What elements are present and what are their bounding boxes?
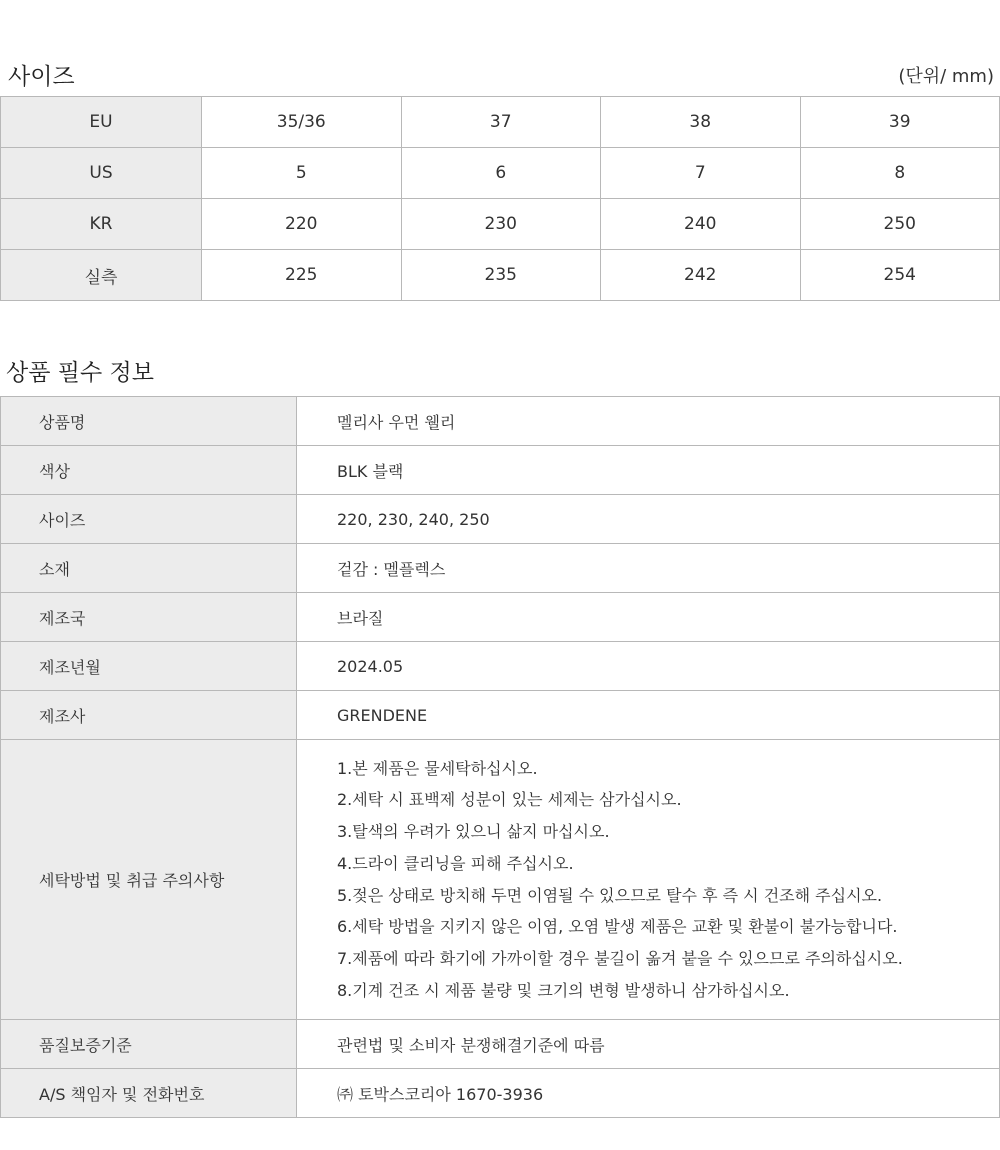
care-item: 3.탈색의 우려가 있으니 삶지 마십시오. (337, 822, 610, 842)
care-item: 1.본 제품은 물세탁하십시오. (337, 758, 538, 778)
size-cell: 230 (401, 199, 601, 250)
size-cell: 37 (401, 97, 601, 148)
size-cell: 35/36 (202, 97, 402, 148)
info-label: 상품명 (1, 397, 297, 446)
info-label: 제조사 (1, 691, 297, 740)
info-label: 제조년월 (1, 642, 297, 691)
size-row-us (1, 148, 1000, 199)
info-value: 관련법 및 소비자 분쟁해결기준에 따름 (297, 1020, 1000, 1069)
size-cell: 240 (601, 199, 801, 250)
size-row-label: KR (1, 199, 202, 250)
care-label: 세탁방법 및 취급 주의사항 (1, 740, 297, 1020)
info-value: BLK 블랙 (297, 446, 1000, 495)
size-cell: 7 (601, 148, 801, 199)
info-label: 사이즈 (1, 495, 297, 544)
size-row-label: US (1, 148, 202, 199)
size-cell: 6 (401, 148, 601, 199)
care-list (337, 753, 999, 1007)
product-info-table (0, 396, 1000, 1118)
care-item: 6.세탁 방법을 지키지 않은 이염, 오염 발생 제품은 교환 및 환불이 불가능합니다. (337, 917, 898, 937)
size-row-label: 실측 (1, 250, 202, 301)
info-value: 겉감 : 멜플렉스 (297, 544, 1000, 593)
size-row-kr (1, 199, 1000, 250)
size-cell: 242 (601, 250, 801, 301)
care-item: 2.세탁 시 표백제 성분이 있는 세제는 삼가십시오. (337, 790, 682, 810)
size-cell: 254 (800, 250, 1000, 301)
info-label: A/S 책임자 및 전화번호 (1, 1069, 297, 1118)
size-row-eu (1, 97, 1000, 148)
size-cell: 39 (800, 97, 1000, 148)
info-row (1, 1020, 1000, 1069)
size-cell: 250 (800, 199, 1000, 250)
info-row (1, 691, 1000, 740)
care-value (297, 740, 1000, 1020)
care-row (1, 740, 1000, 1020)
info-value: ㈜ 토박스코리아 1670-3936 (297, 1069, 1000, 1118)
info-row (1, 593, 1000, 642)
info-label: 제조국 (1, 593, 297, 642)
size-cell: 220 (202, 199, 402, 250)
info-value: 2024.05 (297, 642, 1000, 691)
care-item: 8.기계 건조 시 제품 불량 및 크기의 변형 발생하니 삼가하십시오. (337, 980, 790, 1000)
size-cell: 8 (800, 148, 1000, 199)
info-label: 소재 (1, 544, 297, 593)
info-row (1, 642, 1000, 691)
info-section-title: 상품 필수 정보 (6, 360, 154, 386)
size-cell: 235 (401, 250, 601, 301)
size-row-label: EU (1, 97, 202, 148)
info-row (1, 544, 1000, 593)
size-section-title: 사이즈 (8, 64, 75, 90)
info-label: 색상 (1, 446, 297, 495)
size-cell: 5 (202, 148, 402, 199)
info-row (1, 446, 1000, 495)
info-row (1, 1069, 1000, 1118)
info-value: 브라질 (297, 593, 1000, 642)
care-item: 7.제품에 따라 화기에 가까이할 경우 불길이 옮겨 붙을 수 있으므로 주의하십시오. (337, 948, 903, 968)
info-value: 220, 230, 240, 250 (297, 495, 1000, 544)
info-row (1, 397, 1000, 446)
care-item: 4.드라이 클리닝을 피해 주십시오. (337, 853, 574, 873)
size-cell: 225 (202, 250, 402, 301)
info-value: 멜리사 우먼 웰리 (297, 397, 1000, 446)
info-value: GRENDENE (297, 691, 1000, 740)
care-item: 5.젖은 상태로 방치해 두면 이염될 수 있으므로 탈수 후 즉 시 건조해 주십시오. (337, 885, 883, 905)
size-unit-label: (단위/ mm) (898, 66, 994, 87)
size-table (0, 96, 1000, 301)
size-row-measured (1, 250, 1000, 301)
info-row (1, 495, 1000, 544)
size-cell: 38 (601, 97, 801, 148)
info-label: 품질보증기준 (1, 1020, 297, 1069)
